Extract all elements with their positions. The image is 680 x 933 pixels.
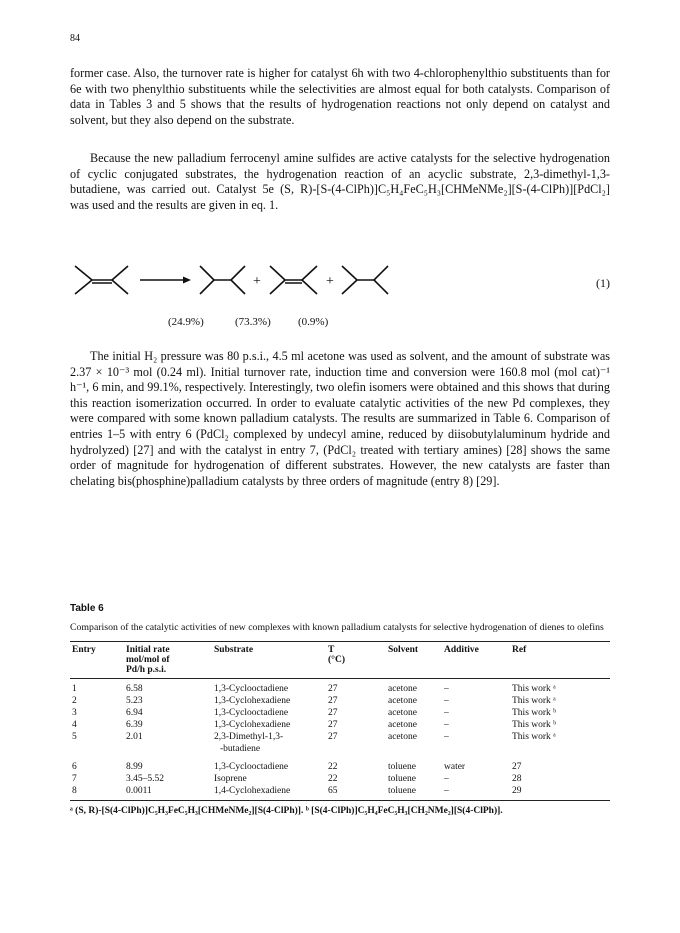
cell-ref: This work ᵇ — [512, 719, 557, 730]
cell-entry: 2 — [72, 695, 77, 706]
yield-product-2: (73.3%) — [235, 316, 271, 328]
cell-temp: 22 — [328, 773, 338, 784]
plus-sign-1: + — [253, 274, 261, 289]
cell-rate: 5.23 — [126, 695, 143, 706]
header-temperature — [326, 641, 386, 678]
header-temp-line-1: T — [328, 644, 335, 655]
cell-entry: 4 — [72, 719, 77, 730]
header-ref: Ref — [510, 641, 610, 678]
cell-additive: – — [442, 785, 510, 801]
reaction-arrow — [140, 277, 191, 284]
cell-rate: 6.94 — [126, 707, 143, 718]
table-row — [70, 731, 610, 755]
cell-additive: – — [444, 683, 449, 694]
header-entry: Entry — [70, 641, 124, 678]
table-caption: Comparison of the catalytic activities of new complexes with known palladium catalysts for selective hydrogenation of dienes to olefins — [70, 622, 604, 633]
table-6 — [70, 603, 610, 817]
cell-rate: 6.39 — [126, 719, 143, 730]
cell-ref: This work ᵃ — [512, 683, 556, 694]
table-footnote: ᵃ (S, R)-[S(4-ClPh)]C₅H₃FeC₅H₃[CHMeNMe₂][S(4-ClPh)]. ᵇ [S(4-ClPh)]C₅H₄FeC₅H₃[CH₂NMe₂][S(4-ClPh)]. — [70, 805, 503, 816]
product-3-structure — [342, 266, 388, 294]
cell-solvent: acetone — [388, 707, 418, 718]
cell-substrate-line-1: 2,3-Dimethyl-1,3- — [214, 731, 284, 742]
cell-solvent: acetone — [388, 683, 418, 694]
plus-sign-2: + — [326, 274, 334, 289]
product-2-structure — [270, 266, 317, 294]
table-row — [70, 678, 610, 695]
cell-additive: – — [444, 731, 449, 742]
yield-product-3: (0.9%) — [298, 316, 329, 328]
cell-substrate — [212, 731, 326, 755]
cell-entry: 3 — [72, 707, 77, 718]
cell-ref: 29 — [510, 785, 610, 801]
cell-temp: 65 — [326, 785, 386, 801]
cell-additive: – — [444, 719, 449, 730]
paragraph-3 — [70, 349, 610, 489]
cell-temp: 27 — [328, 707, 338, 718]
yield-product-1: (24.9%) — [168, 316, 204, 328]
cell-temp: 22 — [328, 761, 338, 772]
cell-substrate-line-2: -butadiene — [220, 743, 261, 754]
cell-substrate: Isoprene — [214, 773, 247, 784]
cell-solvent: toluene — [388, 773, 416, 784]
comparison-table — [70, 641, 610, 801]
cell-solvent: acetone — [388, 731, 418, 742]
cell-entry: 1 — [72, 683, 77, 694]
cell-entry: 6 — [72, 761, 77, 772]
table-label: Table 6 — [70, 603, 104, 614]
cell-rate: 2.01 — [126, 731, 143, 742]
cell-additive: – — [444, 695, 449, 706]
reaction-scheme-drawing — [70, 258, 610, 314]
cell-entry: 8 — [70, 785, 124, 801]
table-header-row — [70, 641, 610, 678]
cell-solvent: toluene — [388, 761, 416, 772]
cell-rate: 6.58 — [126, 683, 143, 694]
cell-solvent: acetone — [388, 695, 418, 706]
product-1-structure — [200, 266, 245, 294]
header-initial-rate — [124, 641, 212, 678]
cell-substrate: 1,3-Cyclooctadiene — [214, 761, 289, 772]
cell-temp: 27 — [328, 683, 338, 694]
header-substrate: Substrate — [212, 641, 326, 678]
page-number: 84 — [70, 33, 80, 44]
table-row — [70, 695, 610, 707]
header-solvent: Solvent — [386, 641, 442, 678]
table-row — [70, 773, 610, 785]
cell-ref: This work ᵃ — [512, 695, 556, 706]
cell-substrate: 1,3-Cyclohexadiene — [214, 719, 291, 730]
cell-ref: 28 — [512, 773, 522, 784]
header-additive: Additive — [442, 641, 510, 678]
cell-ref: 27 — [512, 761, 522, 772]
header-rate-line-3: Pd/h p.s.i. — [126, 664, 167, 675]
header-temp-line-2: (°C) — [328, 654, 345, 665]
cell-additive: – — [444, 773, 449, 784]
cell-solvent: acetone — [388, 719, 418, 730]
cell-substrate: 1,3-Cyclooctadiene — [214, 707, 289, 718]
table-row — [70, 719, 610, 731]
cell-temp: 27 — [328, 731, 338, 742]
cell-rate: 8.99 — [126, 761, 143, 772]
cell-entry: 5 — [72, 731, 77, 742]
paragraph-1-text: former case. Also, the turnover rate is higher for catalyst 6h with two 4-chlorophenylthio substituents than for 6e with two phenylthio substituents while the selectivities are almost equal for both catalysts. Comparison of data in Tables 3 and 5 shows that the results of hydrogenation reactions not only depend on catalyst and solvent, but they also depend on the substrate. — [70, 66, 610, 127]
cell-solvent: toluene — [386, 785, 442, 801]
cell-rate: 0.0011 — [124, 785, 212, 801]
cell-temp: 27 — [328, 719, 338, 730]
paragraph-2 — [70, 151, 610, 213]
table-row — [70, 755, 610, 773]
cell-rate: 3.45–5.52 — [126, 773, 164, 784]
header-rate-line-2: mol/mol of — [126, 654, 170, 665]
table-row — [70, 785, 610, 801]
reaction-equation — [70, 258, 610, 338]
header-rate-line-1: Initial rate — [126, 644, 170, 655]
paragraph-3-text: The initial H₂ pressure was 80 p.s.i., 4.5 ml acetone was used as solvent, and the amount of substrate was 2.37 × 10⁻³ mol (0.24 ml). Initial turnover rate, induction time and conversion were 160.8 mol (mol cat)⁻¹ h⁻¹, 6 min, and 99.1%, respectively. Interestingly, two olefin isomers were obtained and this shows that during this reaction isomerization occurred. In order to evaluate catalytic activities of the new Pd complexes, they were compared with some known palladium catalysts. The results are summarized in Table 6. Comparison of entries 1–5 with entry 6 (PdCl₂ complexed by undecyl amine, reduced by diisobutylaluminum hydride and hydrolyzed) [27] and with the catalyst in entry 7, (PdCl₂ treated with tertiary amines) [28] shows the same order of magnitude for hydrogenation of different substrates. However, the new catalysts are faster than chelating bis(phosphine)palladium catalysts by three orders of magnitude (entry 8) [29]. — [70, 349, 610, 488]
cell-additive: water — [444, 761, 466, 772]
table-row — [70, 707, 610, 719]
cell-entry: 7 — [72, 773, 77, 784]
equation-number: (1) — [596, 276, 610, 290]
cell-ref: This work ᵇ — [512, 707, 557, 718]
cell-additive: – — [444, 707, 449, 718]
cell-temp: 27 — [328, 695, 338, 706]
paragraph-2-text: Because the new palladium ferrocenyl amine sulfides are active catalysts for the selective hydrogenation of cyclic conjugated substrates, the hydrogenation reaction of an acyclic substrate, 2,3-dimethyl-1,3-butadiene, was carried out. Catalyst 5e (S, R)-[S-(4-ClPh)]C₅H₄FeC₅H₃[CHMeNMe₂][S-(4-ClPh)][PdCl₂] was used and the results are given in eq. 1. — [70, 151, 610, 212]
cell-substrate: 1,3-Cyclohexadiene — [214, 695, 291, 706]
cell-substrate: 1,4-Cyclohexadiene — [212, 785, 326, 801]
paragraph-1 — [70, 66, 610, 128]
reactant-structure — [75, 266, 128, 294]
cell-substrate: 1,3-Cyclooctadiene — [214, 683, 289, 694]
cell-ref: This work ᵃ — [512, 731, 556, 742]
